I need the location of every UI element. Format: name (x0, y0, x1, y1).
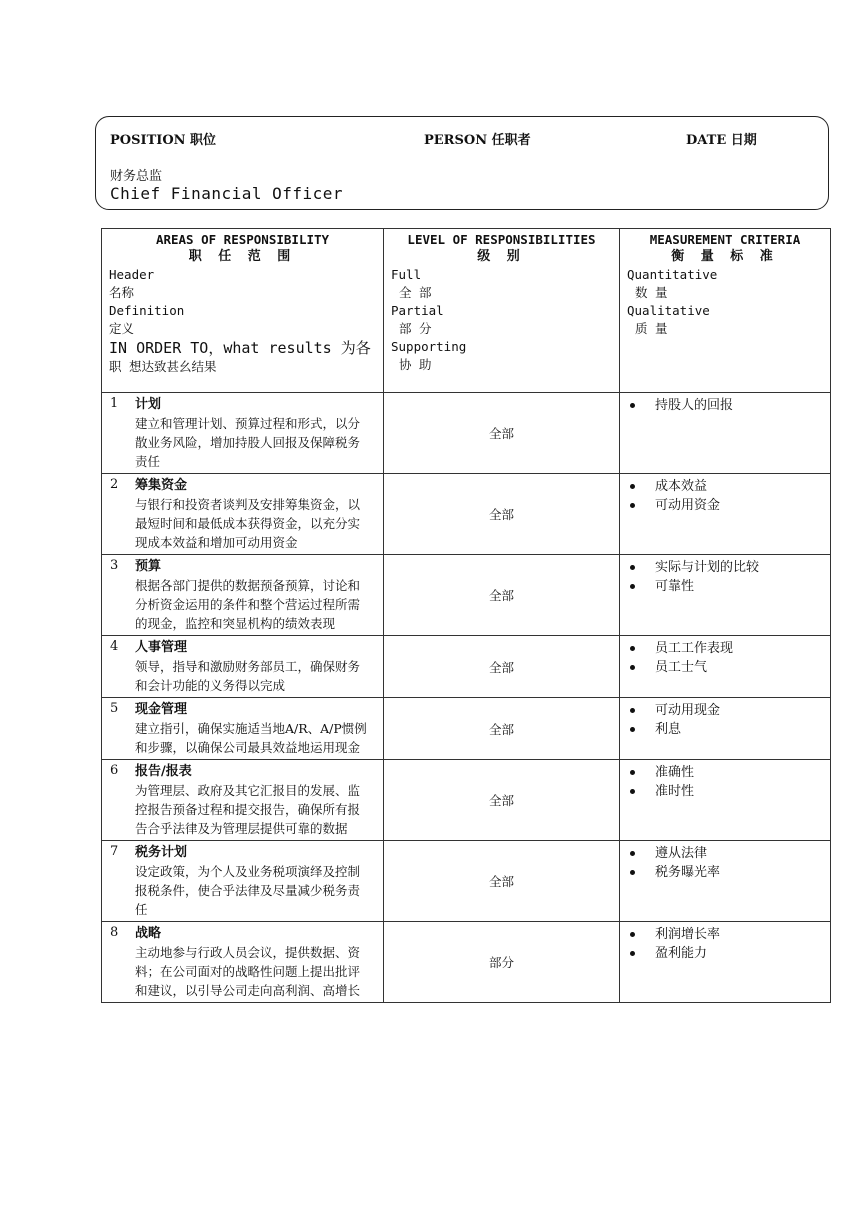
criteria-item: 遵从法律 (628, 844, 830, 863)
responsibility-title: 税务计划 (135, 845, 188, 860)
criteria-list (620, 474, 830, 515)
measurement-criteria-cell (620, 474, 831, 555)
row-number: 6 (110, 763, 119, 778)
criteria-header-title: MEASUREMENT CRITERIA (649, 232, 801, 247)
criteria-item: 盈利能力 (628, 944, 830, 963)
responsibility-title: 现金管理 (135, 702, 188, 717)
table-row (102, 841, 831, 922)
criteria-item: 员工士气 (628, 658, 830, 677)
table-row (102, 760, 831, 841)
responsibility-description: 建立和管理计划、预算过程和形式，以分散业务风险，增加持股人回报及保障税务责任 (135, 416, 361, 469)
measurement-criteria-cell (620, 555, 831, 636)
responsibility-title: 计划 (135, 397, 162, 412)
level-header-title-cn: 级 别 (477, 249, 526, 264)
responsibility-level-cell: 全部 (384, 760, 620, 841)
row-number: 2 (110, 477, 119, 492)
areas-line-definition: Definition (109, 303, 185, 318)
responsibility-area-cell (102, 841, 384, 922)
responsibility-area-cell (102, 922, 384, 1003)
criteria-item: 可靠性 (628, 577, 830, 596)
criteria-item: 可动用现金 (628, 701, 830, 720)
responsibility-area-cell (102, 393, 384, 474)
areas-header-title-cn: 职 任 范 围 (188, 249, 297, 264)
table-row (102, 474, 831, 555)
areas-header-cell (102, 229, 384, 393)
criteria-item: 利息 (628, 720, 830, 739)
measurement-criteria-cell (620, 393, 831, 474)
responsibility-level-cell: 全部 (384, 841, 620, 922)
table-row (102, 698, 831, 760)
table-row (102, 393, 831, 474)
criteria-qualitative-cn: 质 量 (635, 321, 668, 336)
table-header-row (102, 229, 831, 393)
row-number: 8 (110, 925, 119, 940)
row-number: 5 (110, 701, 119, 716)
responsibility-level-cell: 全部 (384, 555, 620, 636)
criteria-item: 可动用资金 (628, 496, 830, 515)
position-label: POSITION 职位 (110, 133, 217, 148)
criteria-quantitative: Quantitative (627, 267, 718, 282)
criteria-list (620, 393, 830, 415)
responsibility-level-cell: 全部 (384, 474, 620, 555)
position-title-en: Chief Financial Officer (110, 184, 344, 203)
responsibility-title: 报告/报表 (135, 764, 192, 779)
date-label: DATE 日期 (686, 133, 757, 148)
responsibility-area-cell (102, 760, 384, 841)
responsibility-table (101, 228, 831, 1003)
criteria-item: 准确性 (628, 763, 830, 782)
table-row (102, 922, 831, 1003)
responsibility-title: 预算 (135, 559, 162, 574)
responsibility-level-cell: 全部 (384, 636, 620, 698)
areas-line-name: 名称 (109, 285, 135, 300)
criteria-list (620, 698, 830, 739)
criteria-list (620, 636, 830, 677)
table-row (102, 555, 831, 636)
responsibility-level-cell: 部分 (384, 922, 620, 1003)
responsibility-description: 领导，指导和激励财务部员工，确保财务和会计功能的义务得以完成 (135, 659, 361, 693)
level-supporting-cn: 协 助 (399, 357, 432, 372)
criteria-list (620, 922, 830, 963)
position-title-cn: 财务总监 (110, 169, 163, 184)
criteria-qualitative: Qualitative (627, 303, 710, 318)
measurement-criteria-cell (620, 841, 831, 922)
criteria-list (620, 555, 830, 596)
measurement-criteria-cell (620, 922, 831, 1003)
level-supporting: Supporting (391, 339, 467, 354)
responsibility-description: 建立指引，确保实施适当地A/R、A/P惯例和步骤，以确保公司最具效益地运用现金 (135, 721, 367, 755)
criteria-item: 持股人的回报 (628, 396, 830, 415)
responsibility-level-cell: 全部 (384, 393, 620, 474)
criteria-item: 利润增长率 (628, 925, 830, 944)
responsibility-description: 主动地参与行政人员会议，提供数据、资料；在公司面对的战略性问题上提出批评和建议，以引导公司走向高利润、高增长 (135, 945, 361, 998)
responsibility-title: 人事管理 (135, 640, 188, 655)
row-number: 4 (110, 639, 119, 654)
criteria-quantitative-cn: 数 量 (635, 285, 668, 300)
responsibility-level-cell: 全部 (384, 698, 620, 760)
responsibility-title: 筹集资金 (135, 478, 188, 493)
responsibility-description: 设定政策，为个人及业务税项演绎及控制报税条件，使合乎法律及尽量减少税务责任 (135, 864, 361, 917)
criteria-item: 实际与计划的比较 (628, 558, 830, 577)
responsibility-area-cell (102, 555, 384, 636)
areas-in-order-to-2: 职 想达致甚幺结果 (109, 359, 217, 374)
row-number: 7 (110, 844, 119, 859)
person-label: PERSON 任职者 (424, 133, 531, 148)
measurement-criteria-cell (620, 760, 831, 841)
areas-line-header: Header (109, 267, 155, 282)
areas-header-title: AREAS OF RESPONSIBILITY (155, 232, 330, 247)
responsibility-description: 根据各部门提供的数据预备预算，讨论和分析资金运用的条件和整个营运过程所需的现金，监控和突显机构的绩效表现 (135, 578, 361, 631)
position-header-box (95, 116, 829, 210)
responsibility-area-cell (102, 698, 384, 760)
table-row (102, 636, 831, 698)
row-number: 3 (110, 558, 119, 573)
criteria-item: 税务曝光率 (628, 863, 830, 882)
responsibility-area-cell (102, 474, 384, 555)
criteria-item: 员工工作表现 (628, 639, 830, 658)
criteria-item: 准时性 (628, 782, 830, 801)
areas-line-define-cn: 定义 (109, 321, 135, 336)
level-partial: Partial (391, 303, 444, 318)
criteria-item: 成本效益 (628, 477, 830, 496)
level-partial-cn: 部 分 (399, 321, 432, 336)
responsibility-description: 与银行和投资者谈判及安排筹集资金，以最短时间和最低成本获得资金，以充分实现成本效益和增加可动用资金 (135, 497, 361, 550)
level-full: Full (391, 267, 422, 282)
measurement-criteria-cell (620, 698, 831, 760)
criteria-list (620, 841, 830, 882)
measurement-criteria-cell (620, 636, 831, 698)
level-header-cell (384, 229, 620, 393)
criteria-header-title-cn: 衡 量 标 准 (671, 249, 779, 264)
criteria-header-cell (620, 229, 831, 393)
row-number: 1 (110, 396, 119, 411)
level-full-cn: 全 部 (399, 285, 432, 300)
responsibility-title: 战略 (135, 926, 162, 941)
responsibility-description: 为管理层、政府及其它汇报目的发展、监控报告预备过程和提交报告，确保所有报告合乎法律及为管理层提供可靠的数据 (135, 783, 361, 836)
responsibility-area-cell (102, 636, 384, 698)
criteria-list (620, 760, 830, 801)
level-header-title: LEVEL OF RESPONSIBILITIES (407, 232, 596, 247)
areas-in-order-to: IN ORDER TO，what results 为各 (109, 339, 371, 357)
